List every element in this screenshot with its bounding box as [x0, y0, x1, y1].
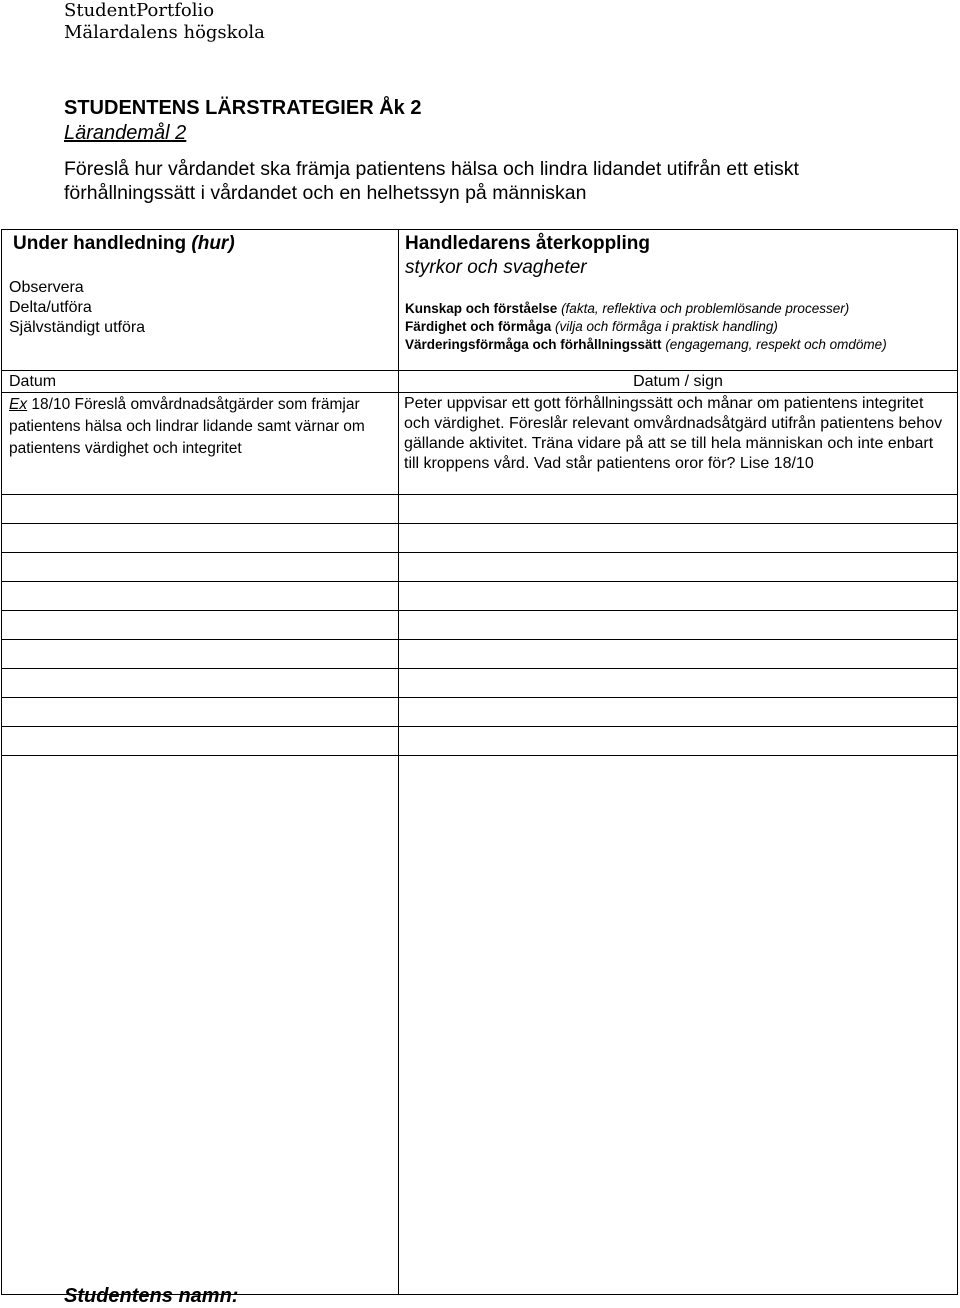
level-independent: Självständigt utföra	[9, 319, 146, 336]
right-header-cell	[399, 230, 958, 371]
header-university: Mälardalens högskola	[64, 22, 265, 43]
entry-cell[interactable]	[2, 611, 399, 640]
example-entry	[2, 393, 399, 495]
entry-cell[interactable]	[2, 669, 399, 698]
institution-header	[64, 0, 265, 44]
example-text: 18/10 Föreslå omvårdnadsåtgärder som främjar patientens hälsa och lindrar lidande samt värnar om patientens värdighet och integritet	[9, 396, 365, 457]
feedback-cell[interactable]	[399, 669, 958, 698]
right-header-title: Handledarens återkoppling	[405, 233, 650, 254]
feedback-cell[interactable]	[399, 582, 958, 611]
example-feedback: Peter uppvisar ett gott förhållningssätt och månar om patientens integritet och värdighet. Föreslår relevant omvårdnadsåtgärd utifrån patientens behov gällande aktivitet. Träna vidare på att se till hela människan och inte enbart till kroppens vård. Vad står patientens oror för? Lise 18/10	[399, 393, 958, 495]
entry-cell[interactable]	[2, 756, 399, 1295]
page-subtitle: Lärandemål 2	[64, 122, 187, 144]
header-portfolio: StudentPortfolio	[64, 0, 215, 21]
left-header-cell	[2, 230, 399, 371]
criterion-skills: Färdighet och förmåga (vilja och förmåga i praktisk handling)	[405, 319, 778, 334]
criterion-knowledge: Kunskap och förståelse (fakta, reflektiva och problemlösande processer)	[405, 301, 850, 316]
datum-label: Datum	[2, 371, 399, 393]
entry-cell[interactable]	[2, 698, 399, 727]
feedback-cell[interactable]	[399, 640, 958, 669]
datum-sign-label: Datum / sign	[399, 371, 958, 393]
entry-cell[interactable]	[2, 727, 399, 756]
criterion-values: Värderingsförmåga och förhållningssätt (engagemang, respekt och omdöme)	[405, 337, 887, 352]
feedback-cell[interactable]	[399, 611, 958, 640]
right-header-subtitle: styrkor och svagheter	[405, 257, 587, 278]
learning-strategy-table	[1, 229, 958, 1295]
feedback-cell[interactable]	[399, 698, 958, 727]
student-name-label: Studentens namn:	[64, 1285, 239, 1307]
entry-cell[interactable]	[2, 582, 399, 611]
example-prefix: Ex	[9, 396, 28, 413]
feedback-cell[interactable]	[399, 756, 958, 1295]
feedback-cell[interactable]	[399, 495, 958, 524]
page-title: STUDENTENS LÄRSTRATEGIER Åk 2	[64, 97, 422, 119]
level-participate: Delta/utföra	[9, 299, 92, 316]
feedback-cell[interactable]	[399, 524, 958, 553]
feedback-cell[interactable]	[399, 553, 958, 582]
learning-goal-text: Föreslå hur vårdandet ska främja patientens hälsa och lindra lidandet utifrån ett etiskt förhållningssätt i vårdandet och en helhetssyn på människan	[64, 158, 799, 204]
left-header-title: Under handledning (hur)	[13, 233, 235, 254]
feedback-cell[interactable]	[399, 727, 958, 756]
entry-cell[interactable]	[2, 495, 399, 524]
level-observe: Observera	[9, 279, 84, 296]
entry-cell[interactable]	[2, 640, 399, 669]
entry-cell[interactable]	[2, 524, 399, 553]
entry-cell[interactable]	[2, 553, 399, 582]
